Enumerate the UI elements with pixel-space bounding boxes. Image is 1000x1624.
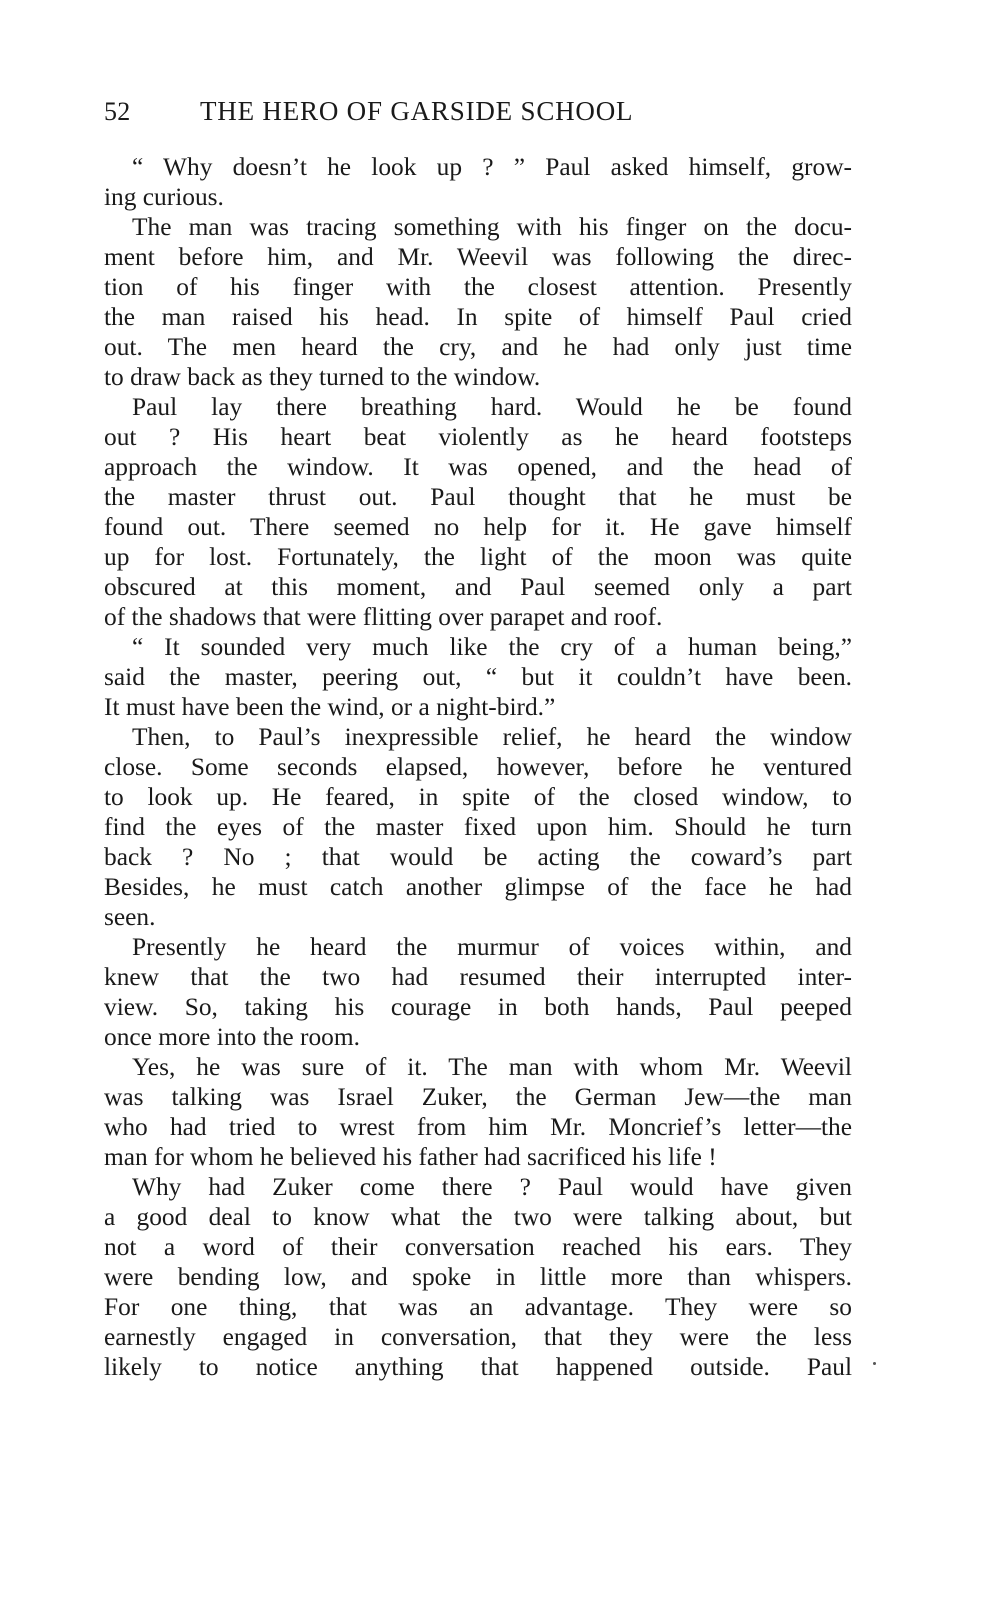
text-line: For one thing, that was an advantage. They were so xyxy=(104,1293,852,1321)
text-line: It must have been the wind, or a night-bird.” xyxy=(104,693,556,721)
paragraph xyxy=(104,932,852,1052)
text-line: close. Some seconds elapsed, however, before he ventured xyxy=(104,753,852,781)
book-page xyxy=(104,96,852,1382)
running-head xyxy=(104,96,852,148)
paragraph xyxy=(104,632,852,722)
text-line: Paul lay there breathing hard. Would he be found xyxy=(132,393,852,421)
text-line: Then, to Paul’s inexpressible relief, he heard the window xyxy=(132,723,852,751)
text-line: knew that the two had resumed their interrupted inter- xyxy=(104,963,852,991)
text-line: the man raised his head. In spite of himself Paul cried xyxy=(104,303,852,331)
text-line: ment before him, and Mr. Weevil was following the direc- xyxy=(104,243,852,271)
text-line: were bending low, and spoke in little more than whispers. xyxy=(104,1263,852,1291)
text-line: said the master, peering out, “ but it couldn’t have been. xyxy=(104,663,852,691)
paragraph xyxy=(104,392,852,632)
text-line: once more into the room. xyxy=(104,1023,360,1051)
text-line: who had tried to wrest from him Mr. Moncrief’s letter—the xyxy=(104,1113,852,1141)
text-line: “ It sounded very much like the cry of a human being,” xyxy=(132,633,852,661)
text-line: find the eyes of the master fixed upon him. Should he turn xyxy=(104,813,852,841)
paragraph xyxy=(104,722,852,932)
paragraph xyxy=(104,1052,852,1172)
text-line: The man was tracing something with his finger on the docu- xyxy=(132,213,852,241)
text-line: up for lost. Fortunately, the light of the moon was quite xyxy=(104,543,852,571)
text-line: the master thrust out. Paul thought that he must be xyxy=(104,483,852,511)
text-line: of the shadows that were flitting over parapet and roof. xyxy=(104,603,663,631)
text-line: approach the window. It was opened, and the head of xyxy=(104,453,852,481)
text-line: Presently he heard the murmur of voices within, and xyxy=(132,933,852,961)
text-line: back ? No ; that would be acting the coward’s part xyxy=(104,843,852,871)
text-line: a good deal to know what the two were talking about, but xyxy=(104,1203,852,1231)
paragraph xyxy=(104,152,852,212)
text-line: “ Why doesn’t he look up ? ” Paul asked himself, grow- xyxy=(132,153,852,181)
text-line: Why had Zuker come there ? Paul would have given xyxy=(132,1173,852,1201)
text-line: tion of his finger with the closest attention. Presently xyxy=(104,273,852,301)
text-line: to draw back as they turned to the window. xyxy=(104,363,541,391)
text-line: likely to notice anything that happened outside. Paul xyxy=(104,1353,852,1381)
page-number: 52 xyxy=(104,97,131,126)
text-line: Besides, he must catch another glimpse of the face he had xyxy=(104,873,852,901)
text-line: view. So, taking his courage in both hands, Paul peeped xyxy=(104,993,852,1021)
text-line: out. The men heard the cry, and he had only just time xyxy=(104,333,852,361)
print-speck xyxy=(873,1362,876,1365)
paragraph xyxy=(104,1172,852,1382)
text-line: not a word of their conversation reached his ears. They xyxy=(104,1233,852,1261)
text-line: ing curious. xyxy=(104,183,224,211)
text-line: Yes, he was sure of it. The man with whom Mr. Weevil xyxy=(132,1053,852,1081)
text-line: seen. xyxy=(104,903,156,931)
running-title: THE HERO OF GARSIDE SCHOOL xyxy=(200,96,634,126)
body-text xyxy=(104,152,852,1382)
paragraph xyxy=(104,212,852,392)
text-line: out ? His heart beat violently as he heard footsteps xyxy=(104,423,852,451)
text-line: earnestly engaged in conversation, that they were the less xyxy=(104,1323,852,1351)
text-line: found out. There seemed no help for it. He gave himself xyxy=(104,513,852,541)
text-line: to look up. He feared, in spite of the closed window, to xyxy=(104,783,852,811)
text-line: man for whom he believed his father had sacrificed his life ! xyxy=(104,1143,717,1171)
text-line: obscured at this moment, and Paul seemed only a part xyxy=(104,573,852,601)
text-line: was talking was Israel Zuker, the German Jew—the man xyxy=(104,1083,852,1111)
